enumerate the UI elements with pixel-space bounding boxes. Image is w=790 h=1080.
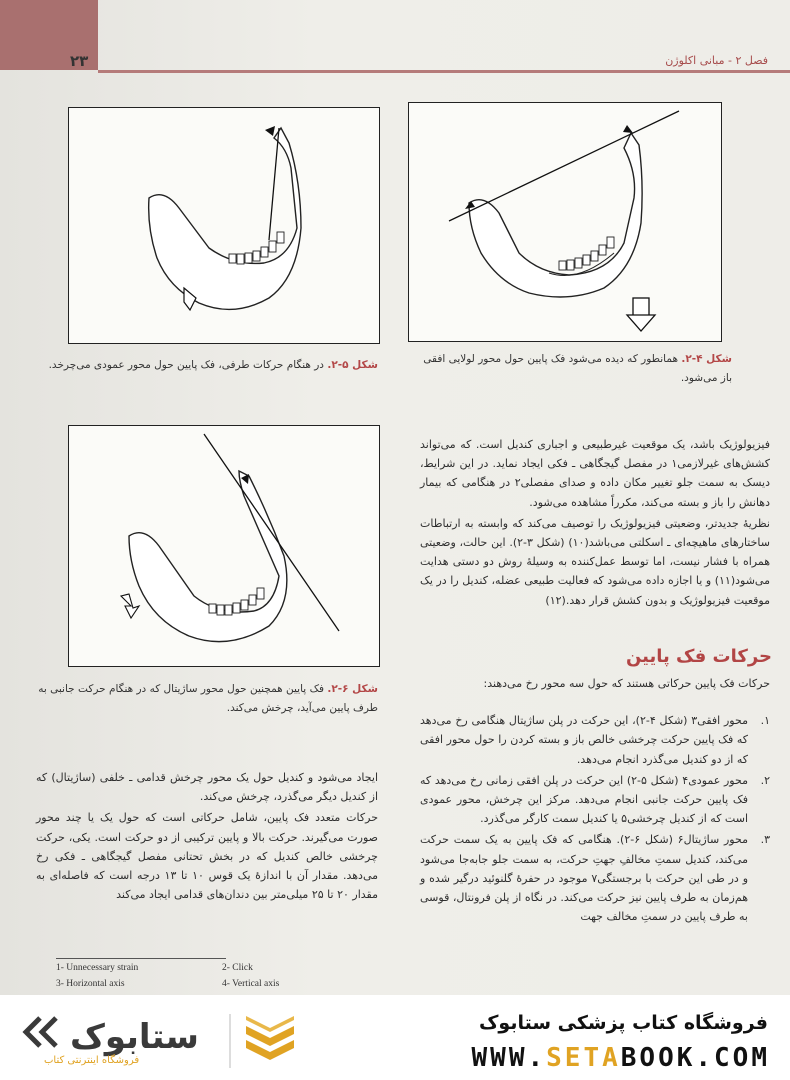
figure-4-2-image — [408, 102, 722, 342]
figure-6-2-caption — [33, 680, 378, 718]
mandible-sagittal-axis-drawing — [69, 426, 379, 666]
figure-5-2-image — [68, 107, 380, 344]
list-item — [420, 830, 770, 926]
figure-5-2-label: شکل ۵-۲. — [327, 359, 378, 371]
url-suffix: BOOK.COM — [620, 1043, 770, 1073]
right-column-list — [420, 674, 770, 926]
url-prefix: WWW. — [471, 1043, 547, 1073]
footnote-4: 4- Vertical axis — [222, 979, 280, 989]
figure-5-2-caption — [38, 356, 378, 375]
list-number: ۱. — [760, 714, 770, 728]
header-rule — [98, 70, 790, 73]
list-text: محور افقی۳ (شکل ۴-۲)، این حرکت در پلن ساژیتال هنگامی رخ می‌دهد که فک پایین حرکت چرخشی خالص باز و بسته کردن را حول محور افقی که از دو کندیل می‌گذرد انجام می‌دهد. — [420, 714, 748, 766]
list-number: ۳. — [760, 833, 770, 847]
footnote-rule — [56, 958, 226, 959]
right-column-text — [420, 435, 770, 612]
figure-4-2-label: شکل ۴-۲. — [681, 353, 732, 365]
logo-subtitle: فروشگاه اینترنتی کتاب — [44, 1055, 140, 1066]
section-intro: حرکات فک پایین حرکاتی هستند که حول سه محور رخ می‌دهند: — [483, 677, 770, 690]
mandible-vertical-axis-drawing — [69, 108, 379, 343]
footnote-3: 3- Horizontal axis — [56, 979, 125, 989]
page-number: ۲۳ — [70, 52, 89, 70]
footnote-2: 2- Click — [222, 963, 253, 973]
list-text: محور ساژیتال۶ (شکل ۶-۲). هنگامی که فک پایین به یک سمت حرکت می‌کند، کندیل سمتِ مخالفِ جهتِ حرکت، به سمت جلو جابه‌جا می‌شود و در طی این حرکت با برجستگی۷ موجود در حفرهٔ گلنوئید درگیر شده و هم‌زمان به طرف پایین نیز حرکت می‌کند. در نگاه از پلن فرونتال، قوسی به طرف پایین در سمتِ مخالف جهت — [420, 833, 749, 924]
list-item — [420, 711, 770, 769]
left-column-text — [36, 768, 378, 906]
list-item — [420, 771, 770, 829]
paragraph-2: نظریهٔ جدیدتر، وضعیتی فیزیولوژیک را توصیف می‌کند که وابسته به ارتباطات ساختارهای ماهیچه‌ای ـ اسکلتی می‌باشد(۱۰) (شکل ۳-۲). این حالت، وضعیتی همراه با فشار نیست، اما توسط عمل‌کننده به وسیلهٔ روش دو دستی هدایت می‌شود(۱۱) و یا اجازه داده می‌شود که فعالیت طبیعی عضله، کندیل را در یک موقعیت فیزیولوژیک و بدون کشش قرار دهد.(۱۲) — [420, 516, 770, 607]
footnote-1: 1- Unnecessary strain — [56, 963, 139, 973]
figure-4-2-caption — [412, 350, 732, 388]
shop-name: فروشگاه کتاب پزشکی ستابوک — [478, 1012, 768, 1034]
paragraph-1: فیزیولوژیک باشد، یک موقعیت غیرطبیعی و اجباری کندیل است. که می‌تواند کشش‌های غیرلازمی۱ در مفصل گیجگاهی ـ فکی ایجاد نماید. در این شرایط، دیسک به سمت جلو تغییر مکان داده و صدای مفصلی۲ در هنگامی که بیمار دهانش را باز و بسته می‌کند، مکرراً مشاهده می‌شود. — [420, 438, 770, 509]
figure-6-2-text: فک پایین همچنین حول محور ساژیتال که در هنگام حرکت جانبی به طرف پایین می‌آید، چرخش می‌کند. — [38, 683, 378, 714]
paragraph-4: حرکات متعدد فک پایین، شامل حرکاتی است که حول یک یا چند محور صورت می‌گیرند. حرکت بالا و پایین ترکیبی از دو حرکت است. یکی، حرکت چرخشی خالص کندیل که در بخش تحتانی مفصل گیجگاهی ـ فکی رخ می‌دهد. مقدار آن با اندازهٔ یک قوس ۱۰ تا ۱۳ درجه است که فاصله‌ای به مقدار ۲۰ تا ۲۵ میلی‌متر بین دندان‌های قدامی ایجاد می‌کند — [36, 811, 379, 902]
figure-5-2-text: در هنگام حرکات طرفی، فک پایین حول محور عمودی می‌چرخد. — [48, 359, 328, 371]
paragraph-3: ایجاد می‌شود و کندیل حول یک محور چرخش قدامی ـ خلفی (ساژیتال) که از کندیل دیگر می‌گذرد، چرخش می‌کند. — [36, 771, 378, 804]
mandible-horizontal-axis-drawing — [409, 103, 721, 341]
figure-6-2-image — [68, 425, 380, 667]
list-text: محور عمودی۴ (شکل ۵-۲) این حرکت در پلن افقی زمانی رخ می‌دهد که فک پایین حرکت جانبی انجام می‌دهد. مرکز این چرخش، محور عمودی است که از کندیل چرخشی۵ یا کندیل سمت کارگر می‌گذرد. — [420, 773, 748, 826]
logo-text: ستابوک — [70, 1017, 199, 1057]
list-number: ۲. — [760, 773, 770, 787]
chapter-title: فصل ۲ - مبانی اکلوژن — [665, 54, 768, 67]
url-highlight: SETA — [546, 1043, 621, 1073]
shop-url[interactable] — [472, 1043, 770, 1073]
section-title: حرکات فک پایین — [625, 646, 772, 667]
figure-4-2-text: همانطور که دیده می‌شود فک پایین حول محور لولایی افقی باز می‌شود. — [423, 353, 732, 384]
figure-6-2-label: شکل ۶-۲. — [327, 683, 378, 695]
